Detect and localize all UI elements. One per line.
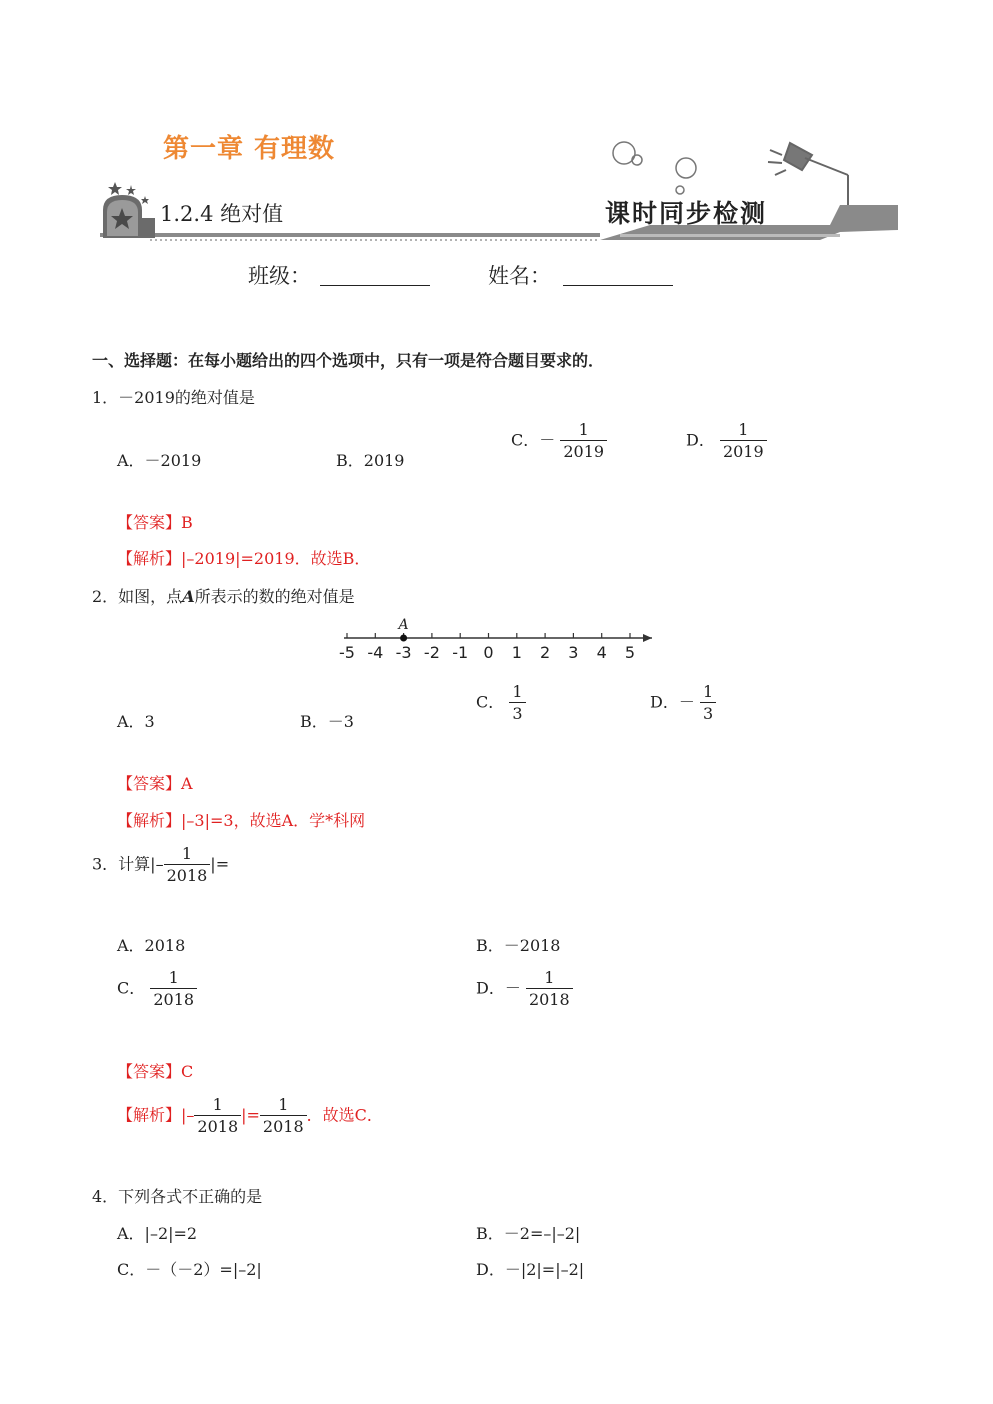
q3-answer — [117, 1059, 193, 1082]
class-blank[interactable] — [320, 265, 430, 286]
q3-stem-fraction: $\frac{1}{2018}$ — [164, 844, 211, 886]
q3-analysis — [117, 1095, 383, 1137]
number-line-tick-label: -4 — [367, 643, 384, 662]
number-line-point-label: A — [398, 617, 409, 633]
number-line-tick-label: 5 — [624, 643, 636, 662]
q1-option-d-prefix: D． — [686, 430, 715, 450]
q1-option-c[interactable] — [511, 420, 607, 462]
q3-option-b[interactable]: B．－2018 — [476, 936, 561, 955]
number-line-arrow-icon — [643, 634, 652, 642]
q2-stem — [92, 584, 355, 607]
number-line-point-a — [400, 635, 407, 642]
number-line-tick-label: -2 — [423, 643, 440, 662]
q3-stem-suffix: |= — [210, 854, 230, 874]
number-line-tick-label: 3 — [568, 643, 579, 662]
q2-analysis-text: |–3|=3，故选A．学*科网 — [181, 811, 366, 830]
q3-stem-prefix: 3．计算|– — [92, 854, 164, 874]
q3-option-d-fraction: $\frac{1}{2018}$ — [526, 968, 573, 1010]
q3-option-d-prefix: D．－ — [476, 978, 521, 998]
q2-stem-var: A — [182, 587, 195, 606]
q2-option-d[interactable] — [650, 682, 716, 724]
q3-answer-label: 【答案】 — [117, 1062, 182, 1081]
q3-analysis-label: 【解析】 — [117, 1105, 182, 1125]
star-badge-icon — [103, 182, 155, 238]
q1-answer-label: 【答案】 — [117, 513, 182, 532]
q3-option-d[interactable] — [476, 968, 573, 1010]
q4-option-c[interactable]: C．－（－2）=|–2| — [117, 1260, 262, 1279]
q2-option-b[interactable]: B．－3 — [300, 712, 354, 731]
number-line-tick-label: -3 — [395, 643, 412, 662]
header-decoration — [0, 0, 993, 260]
q3-analysis-fraction-1: $\frac{1}{2018}$ — [194, 1095, 241, 1137]
number-line-tick-label: 1 — [511, 643, 522, 662]
q2-option-d-prefix: D．－ — [650, 692, 695, 712]
q1-analysis-label: 【解析】 — [117, 549, 182, 568]
q1-analysis-text: |–2019|=2019．故选B． — [181, 549, 371, 568]
number-line-tick-label: -1 — [452, 643, 469, 662]
desk-lamp-icon — [768, 143, 848, 205]
q1-option-d-fraction: $\frac{1}{2019}$ — [720, 420, 767, 462]
q1-option-c-fraction: $\frac{1}{2019}$ — [560, 420, 607, 462]
class-label: 班级： — [248, 264, 311, 288]
q2-answer-value: A — [181, 774, 193, 793]
q1-answer — [117, 510, 193, 533]
q3-analysis-part2: |= — [241, 1105, 260, 1125]
q3-answer-value: C — [181, 1062, 194, 1081]
q2-option-c[interactable] — [476, 682, 526, 724]
q3-option-a[interactable]: A．2018 — [117, 936, 186, 955]
q3-option-c[interactable] — [117, 968, 197, 1010]
name-blank[interactable] — [563, 265, 673, 286]
number-line-tick-label: 2 — [540, 643, 551, 662]
q2-answer — [117, 771, 193, 794]
q2-option-a[interactable]: A．3 — [117, 712, 155, 731]
q4-option-d[interactable]: D．－|2|=|–2| — [476, 1260, 585, 1279]
q2-stem-suffix: 所表示的数的绝对值是 — [194, 587, 355, 606]
q3-analysis-fraction-2: $\frac{1}{2018}$ — [260, 1095, 307, 1137]
q1-option-b[interactable]: B．2019 — [336, 451, 405, 470]
q3-analysis-part1: |– — [181, 1105, 195, 1125]
q3-option-c-fraction: $\frac{1}{2018}$ — [150, 968, 197, 1010]
name-label: 姓名： — [488, 264, 551, 288]
q1-option-c-prefix: C．－ — [511, 430, 556, 450]
question-section-title: 一、选择题：在每小题给出的四个选项中，只有一项是符合题目要求的． — [92, 351, 605, 370]
q3-analysis-part3: ．故选C． — [306, 1105, 383, 1125]
q1-answer-value: B — [181, 513, 193, 532]
q2-answer-label: 【答案】 — [117, 774, 182, 793]
section-title: 1.2.4 绝对值 — [160, 202, 284, 226]
brand-title: 课时同步检测 — [605, 199, 768, 228]
header-left-band — [100, 233, 600, 237]
q2-option-c-prefix: C． — [476, 692, 505, 712]
number-line-tick-label: -5 — [339, 643, 355, 662]
q4-stem: 4．下列各式不正确的是 — [92, 1187, 263, 1206]
q1-option-a[interactable]: A．－2019 — [117, 451, 202, 470]
chapter-title: 第一章 有理数 — [163, 134, 336, 164]
number-line — [330, 612, 660, 664]
q2-analysis — [117, 808, 365, 831]
bubbles-icon — [613, 142, 696, 194]
q2-option-c-fraction: $\frac{1}{3}$ — [509, 682, 525, 724]
q1-stem: 1．－2019的绝对值是 — [92, 388, 255, 407]
number-line-tick-label: 0 — [483, 643, 494, 662]
q3-option-c-prefix: C． — [117, 978, 146, 998]
number-line-tick-label: 4 — [596, 643, 607, 662]
q2-analysis-label: 【解析】 — [117, 811, 182, 830]
header-right-stripe — [620, 234, 840, 237]
q1-option-d[interactable] — [686, 420, 767, 462]
q4-option-a[interactable]: A．|–2|=2 — [117, 1224, 198, 1243]
q3-stem — [92, 844, 229, 886]
q2-stem-prefix: 2．如图，点 — [92, 587, 183, 606]
q1-analysis — [117, 546, 370, 569]
q4-option-b[interactable]: B．－2=–|–2| — [476, 1224, 581, 1243]
q2-option-d-fraction: $\frac{1}{3}$ — [700, 682, 716, 724]
